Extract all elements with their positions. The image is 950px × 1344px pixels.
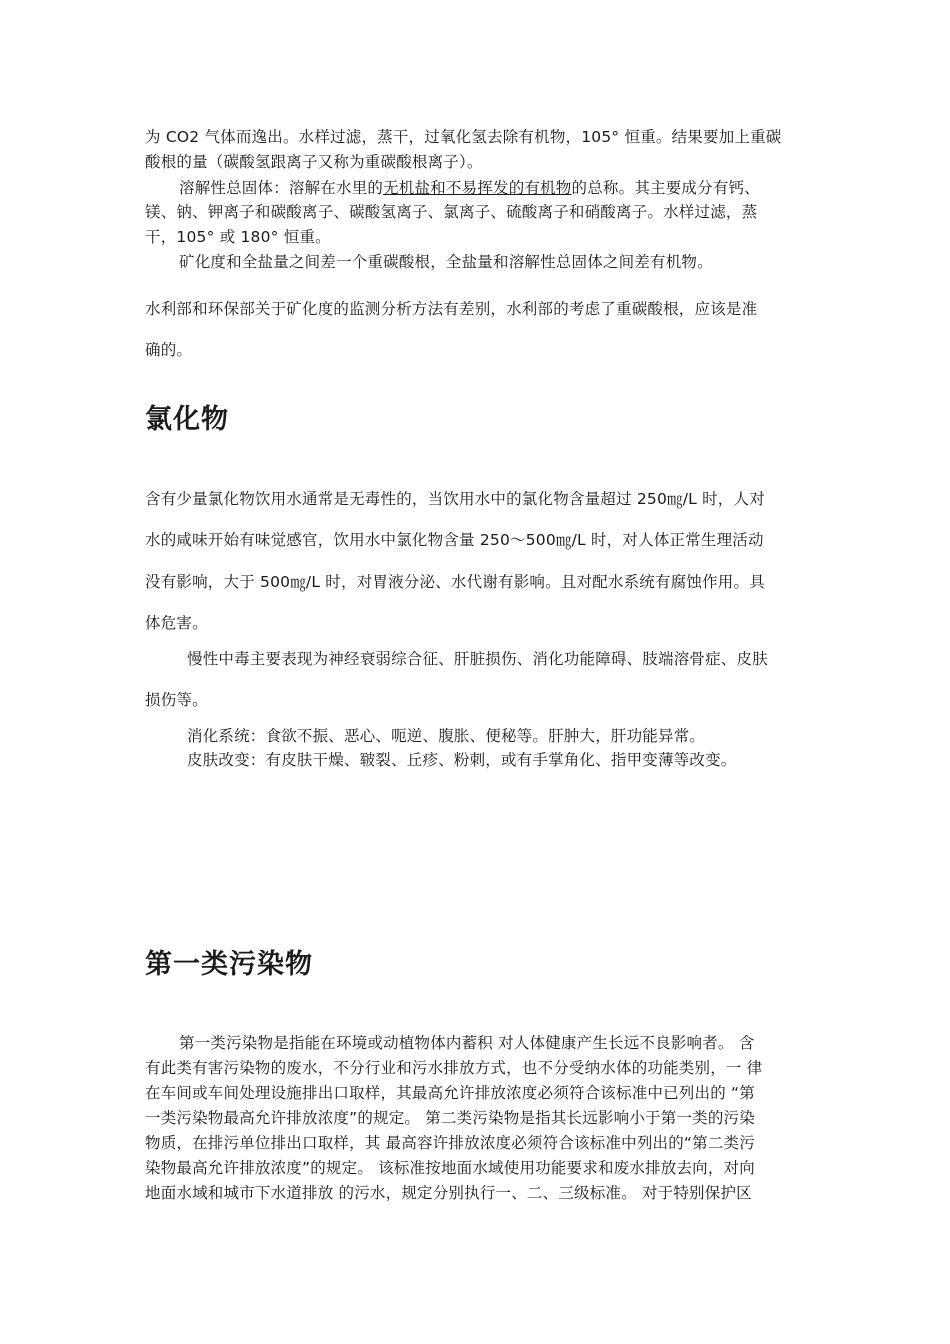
- paragraph-line: 含有少量氯化物饮用水通常是无毒性的，当饮用水中的氯化物含量超过 250㎎/L 时，人对: [145, 490, 765, 508]
- section-heading-chloride: 氯化物: [145, 404, 229, 435]
- paragraph-line: 消化系统：食欲不振、恶心、呃逆、腹胀、便秘等。肝肿大，肝功能异常。: [187, 727, 706, 745]
- paragraph-line: 干，105° 或 180° 恒重。: [145, 228, 331, 246]
- section-heading-pollutants: 第一类污染物: [145, 949, 313, 980]
- paragraph-line: 酸根的量（碳酸氢跟离子又称为重碳酸根离子）。: [145, 153, 483, 171]
- text-span: 的总称。其主要成分有钙、: [571, 179, 760, 197]
- paragraph-line: 矿化度和全盐量之间差一个重碳酸根，全盐量和溶解性总固体之间差有机物。: [179, 253, 713, 271]
- paragraph-line: 物质，在排污单位排出口取样，其 最高容许排放浓度必须符合该标准中列出的“第二类污: [145, 1134, 755, 1152]
- paragraph-line: [145, 177, 844, 199]
- paragraph-line: 皮肤改变：有皮肤干燥、皲裂、丘疹、粉刺，或有手掌角化、指甲变薄等改变。: [187, 751, 737, 769]
- paragraph-line: 没有影响，大于 500㎎/L 时，对胃液分泌、水代谢有影响。且对配水系统有腐蚀作用。具: [145, 573, 765, 591]
- paragraph-line: 镁、钠、钾离子和碳酸离子、碳酸氢离子、氯离子、硫酸离子和硝酸离子。水样过滤，蒸: [145, 203, 758, 221]
- text-span: 溶解性总固体：溶解在水里的: [179, 179, 384, 197]
- underlined-text: 无机盐和不易挥发的有机物: [383, 179, 572, 197]
- paragraph-line: 水利部和环保部关于矿化度的监测分析方法有差别，水利部的考虑了重碳酸根，应该是准: [145, 300, 758, 318]
- paragraph-line: 地面水域和城市下水道排放 的污水，规定分别执行一、二、三级标准。 对于特别保护区: [145, 1184, 752, 1202]
- paragraph-line: 体危害。: [145, 614, 208, 632]
- paragraph-line: 为 CO2 气体而逸出。水样过滤，蒸干，过氧化氢去除有机物，105° 恒重。结果要加上重碳: [145, 128, 782, 146]
- paragraph-line: 确的。: [145, 341, 193, 359]
- paragraph-line: 水的咸味开始有味觉感官，饮用水中氯化物含量 250～500㎎/L 时，对人体正常生理活动: [145, 531, 764, 549]
- paragraph-line: 有此类有害污染物的废水，不分行业和污水排放方式，也不分受纳水体的功能类别，一 律: [145, 1059, 763, 1077]
- paragraph-line: 一类污染物最高允许排放浓度”的规定。 第二类污染物是指其长远影响小于第一类的污染: [145, 1109, 755, 1127]
- paragraph-line: 在车间或车间处理设施排出口取样，其最高允许排放浓度必须符合该标准中已列出的 “第: [145, 1084, 755, 1102]
- paragraph-line: 损伤等。: [145, 691, 208, 709]
- paragraph-line: 慢性中毒主要表现为神经衰弱综合征、肝脏损伤、消化功能障碍、肢端溶骨症、皮肤: [187, 650, 768, 668]
- paragraph-line: 染物最高允许排放浓度”的规定。 该标准按地面水域使用功能要求和废水排放去向，对向: [145, 1159, 755, 1177]
- paragraph-line: 第一类污染物是指能在环境或动植物体内蓄积 对人体健康产生长远不良影响者。 含: [179, 1034, 755, 1052]
